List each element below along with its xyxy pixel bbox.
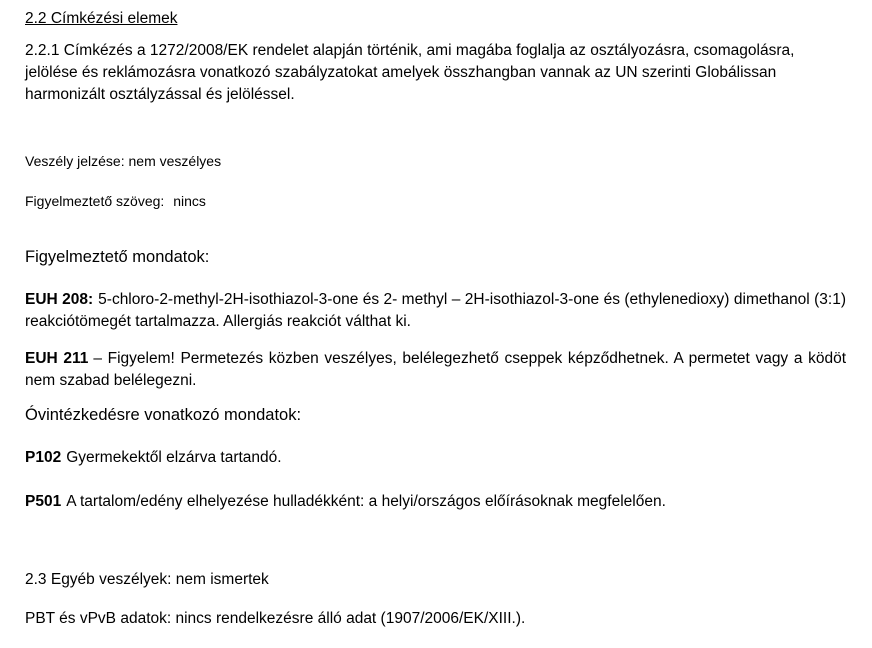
other-hazards-line: 2.3 Egyéb veszélyek: nem ismertek xyxy=(25,571,269,588)
p-501-text: A tartalom/edény elhelyezése hulladékként: a helyi/országos előírásoknak megfelelően. xyxy=(66,493,666,510)
euh-211-code: EUH 211 xyxy=(25,350,89,367)
euh-208-statement xyxy=(25,289,846,333)
p-501-statement xyxy=(25,491,846,513)
hazard-sign-value: nem veszélyes xyxy=(128,153,222,169)
signal-word-line xyxy=(25,192,846,210)
p-102-statement xyxy=(25,447,846,469)
p-102-text: Gyermekektől elzárva tartandó. xyxy=(66,449,282,466)
euh-208-text: 5-chloro-2-methyl-2H-isothiazol-3-one és 2- methyl – 2H-isothiazol-3-one és (ethylenedioxy) dimethanol (3:1) reakciótömegét tartalmazza. Allergiás reakciót válthat ki. xyxy=(25,291,846,330)
signal-word-value: nincs xyxy=(173,193,206,209)
p-501-code: P501 xyxy=(25,493,62,510)
intro-paragraph: 2.2.1 Címkézés a 1272/2008/EK rendelet alapján történik, ami magába foglalja az osztályozásra, csomagolásra, jelölése és reklámozásra vonatkozó szabályzatokat amelyek összhangban vannak az UN szerinti Globálissan harmonizált osztályzással és jelöléssel. xyxy=(25,42,795,103)
hazard-sign-line xyxy=(25,152,846,170)
warning-statements-heading: Figyelmeztető mondatok: xyxy=(25,248,210,266)
euh-211-text: – Figyelem! Permetezés közben veszélyes, belélegezhető cseppek képződhetnek. A permetet vagy a ködöt nem szabad belélegezni. xyxy=(25,350,846,389)
hazard-sign-label: Veszély jelzése: xyxy=(25,153,125,169)
p-102-code: P102 xyxy=(25,449,62,466)
signal-word-label: Figyelmeztető szöveg: xyxy=(25,193,165,209)
section-title: 2.2 Címkézési elemek xyxy=(25,10,178,27)
euh-208-code: EUH 208: xyxy=(25,291,94,308)
pbt-vpvb-line: PBT és vPvB adatok: nincs rendelkezésre álló adat (1907/2006/EK/XIII.). xyxy=(25,610,526,627)
euh-211-statement xyxy=(25,348,846,392)
precaution-statements-heading: Óvintézkedésre vonatkozó mondatok: xyxy=(25,406,302,424)
